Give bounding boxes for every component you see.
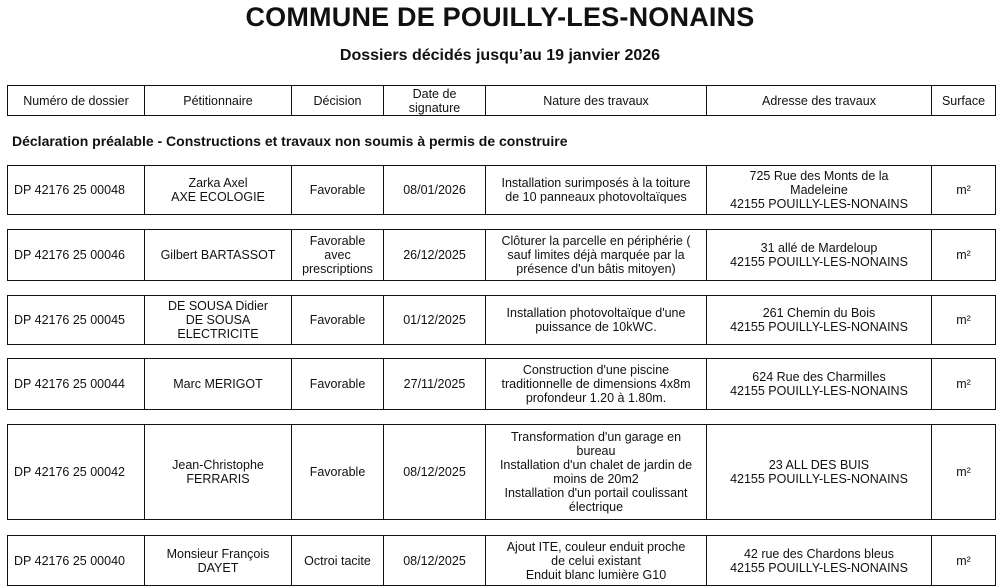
cell-decision: Favorable — [292, 296, 384, 345]
cell-surface: m² — [932, 230, 996, 281]
cell-adresse: 42 rue des Chardons bleus 42155 POUILLY-LES-NONAINS — [707, 536, 932, 586]
section-title: Déclaration préalable - Constructions et travaux non soumis à permis de construire — [12, 133, 568, 149]
cell-surface: m² — [932, 359, 996, 410]
document-title: COMMUNE DE POUILLY-LES-NONAINS — [245, 2, 755, 32]
cell-petitionnaire: Gilbert BARTASSOT — [145, 230, 292, 281]
cell-numero: DP 42176 25 00044 — [8, 359, 145, 410]
cell-date: 27/11/2025 — [384, 359, 486, 410]
dossier-row-5 — [7, 535, 996, 586]
cell-decision: Favorable — [292, 166, 384, 215]
cell-numero: DP 42176 25 00048 — [8, 166, 145, 215]
dossier-row-0 — [7, 165, 996, 215]
cell-adresse: 624 Rue des Charmilles 42155 POUILLY-LES-NONAINS — [707, 359, 932, 410]
cell-adresse: 725 Rue des Monts de la Madeleine 42155 POUILLY-LES-NONAINS — [707, 166, 932, 215]
dossier-row-2 — [7, 295, 996, 345]
cell-nature: Installation photovoltaïque d'une puissance de 10kWC. — [486, 296, 707, 345]
cell-adresse: 261 Chemin du Bois 42155 POUILLY-LES-NONAINS — [707, 296, 932, 345]
dossier-row-3 — [7, 358, 996, 410]
header-adresse: Adresse des travaux — [707, 86, 932, 116]
cell-numero: DP 42176 25 00042 — [8, 425, 145, 520]
cell-numero: DP 42176 25 00045 — [8, 296, 145, 345]
header-table — [7, 85, 996, 116]
cell-petitionnaire: Jean-Christophe FERRARIS — [145, 425, 292, 520]
cell-petitionnaire: Marc MERIGOT — [145, 359, 292, 410]
cell-decision: Octroi tacite — [292, 536, 384, 586]
dossier-row-1 — [7, 229, 996, 281]
cell-date: 08/12/2025 — [384, 425, 486, 520]
cell-surface: m² — [932, 296, 996, 345]
cell-date: 01/12/2025 — [384, 296, 486, 345]
document-subtitle: Dossiers décidés jusqu’au 19 janvier 2026 — [339, 47, 661, 64]
cell-date: 08/01/2026 — [384, 166, 486, 215]
cell-adresse: 31 allé de Mardeloup 42155 POUILLY-LES-NONAINS — [707, 230, 932, 281]
cell-nature: Ajout ITE, couleur enduit proche de celui existant Enduit blanc lumière G10 — [486, 536, 707, 586]
cell-petitionnaire: Zarka Axel AXE ECOLOGIE — [145, 166, 292, 215]
header-petitionnaire: Pétitionnaire — [145, 86, 292, 116]
cell-decision: Favorable — [292, 359, 384, 410]
cell-surface: m² — [932, 536, 996, 586]
cell-nature: Construction d'une piscine traditionnelle de dimensions 4x8m profondeur 1.20 à 1.80m. — [486, 359, 707, 410]
header-numero: Numéro de dossier — [8, 86, 145, 116]
cell-surface: m² — [932, 425, 996, 520]
cell-numero: DP 42176 25 00040 — [8, 536, 145, 586]
cell-nature: Clôturer la parcelle en périphérie ( sauf limites déjà marquée par la présence d'un bâtis mitoyen) — [486, 230, 707, 281]
header-nature: Nature des travaux — [486, 86, 707, 116]
cell-nature: Installation surimposés à la toiture de 10 panneaux photovoltaïques — [486, 166, 707, 215]
header-surface: Surface — [932, 86, 996, 116]
cell-surface: m² — [932, 166, 996, 215]
cell-nature: Transformation d'un garage en bureau Installation d'un chalet de jardin de moins de 20m2 Installation d'un portail coulissant électrique — [486, 425, 707, 520]
cell-decision: Favorable — [292, 425, 384, 520]
cell-date: 26/12/2025 — [384, 230, 486, 281]
cell-petitionnaire: Monsieur François DAYET — [145, 536, 292, 586]
header-date: Date de signature — [384, 86, 486, 116]
cell-numero: DP 42176 25 00046 — [8, 230, 145, 281]
cell-date: 08/12/2025 — [384, 536, 486, 586]
cell-adresse: 23 ALL DES BUIS 42155 POUILLY-LES-NONAINS — [707, 425, 932, 520]
cell-petitionnaire: DE SOUSA Didier DE SOUSA ELECTRICITE — [145, 296, 292, 345]
header-decision: Décision — [292, 86, 384, 116]
cell-decision: Favorable avec prescriptions — [292, 230, 384, 281]
dossier-row-4 — [7, 424, 996, 520]
